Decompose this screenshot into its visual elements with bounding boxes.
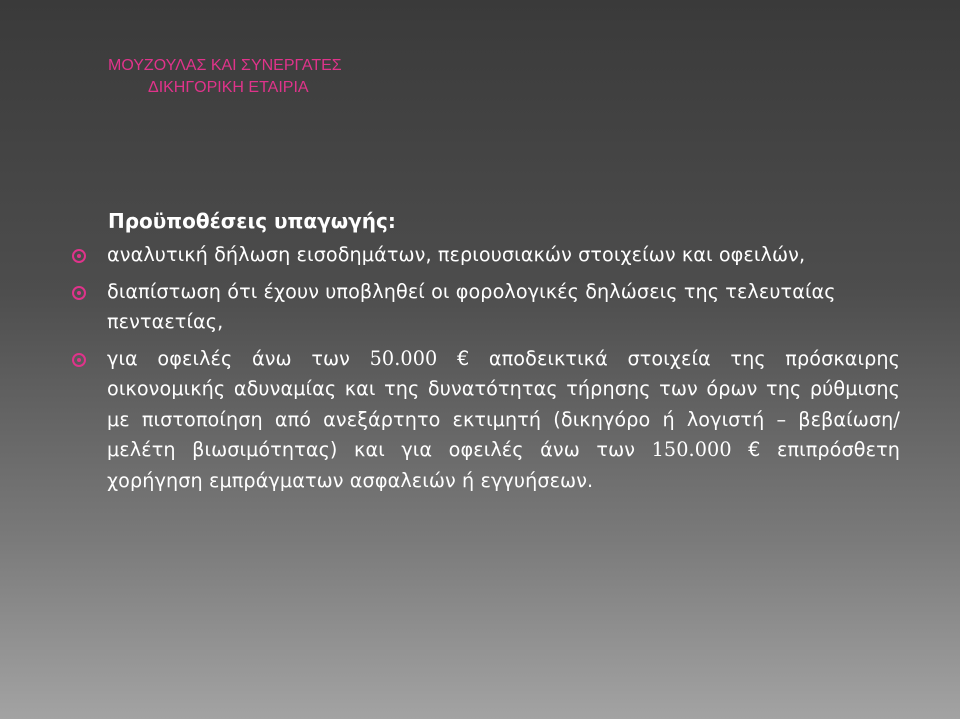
list-item <box>72 240 900 271</box>
list-item <box>72 277 900 338</box>
list-item-text: αναλυτική δήλωση εισοδημάτων, περιουσιακών στοιχείων και οφειλών, <box>107 243 806 266</box>
firm-subtitle: ΔΙΚΗΓΟΡΙΚΗ ΕΤΑΙΡΙΑ <box>148 79 309 96</box>
list-item-text: διαπίστωση ότι έχουν υποβληθεί οι φορολογικές δηλώσεις της τελευταίας πενταετίας, <box>107 279 836 333</box>
amount-value: 150.000 <box>651 438 732 461</box>
target-bullet-icon <box>72 353 86 367</box>
firm-header <box>108 55 342 99</box>
slide-heading: Προϋποθέσεις υπαγωγής: <box>108 209 396 233</box>
target-bullet-icon <box>72 286 86 300</box>
requirements-list <box>72 240 900 502</box>
list-item-text-part: € αποδεικτικά στοιχεία της πρόσκαιρης οικονομικής αδυναμίας και της δυνατότητας τήρησης των όρων της ρύθμισης με πιστοποίηση από ανεξάρτητο εκτιμητή (δικηγόρο ή λογιστή – βεβαίωση/μελέτη βιωσιμότητας) και για οφειλές άνω των <box>107 346 900 461</box>
target-bullet-icon <box>72 249 86 263</box>
firm-name: ΜΟΥΖΟΥΛΑΣ ΚΑΙ ΣΥΝΕΡΓΑΤΕΣ <box>108 57 342 74</box>
list-item-text-part: για οφειλές άνω των <box>107 346 370 370</box>
list-item-text-part: € επιπρόσθετη χορήγηση εμπράγματων ασφαλειών ή εγγυήσεων. <box>107 438 900 492</box>
list-item <box>72 344 900 497</box>
amount-value: 50.000 <box>369 346 438 370</box>
